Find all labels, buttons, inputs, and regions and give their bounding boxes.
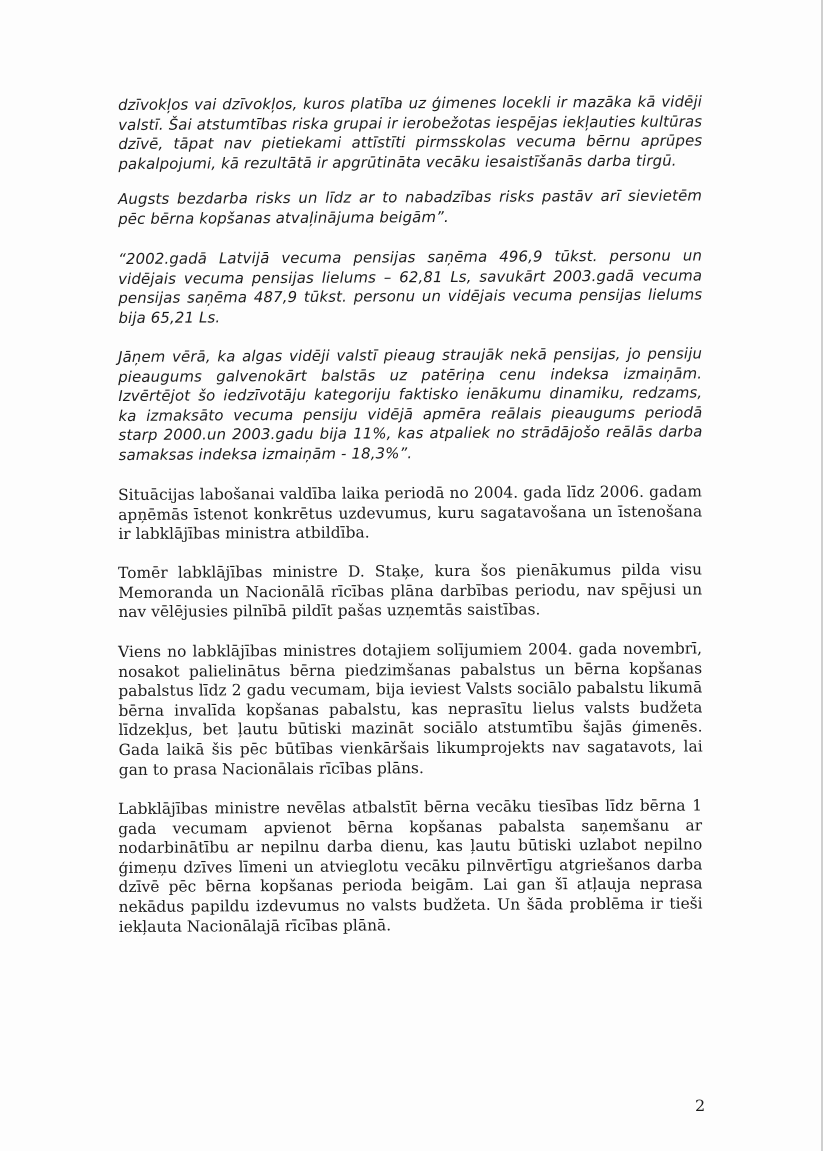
paragraph-pension-growth: Jāņem vērā, ka algas vidēji valstī pieaug straujāk nekā pensijas, jo pensiju pieaugums galvenokārt balstās uz patēriņa cenu indeksa izmaiņām. Izvērtējot šo iedzīvotāju kategoriju faktisko ienākumu dinamiku, redzams, ka izmaksāto vecuma pensiju vidējā apmēra reālais pieaugums periodā starp 2000.un 2003.gadu bija 11%, kas atpaliek no strādājošo reālās darba samaksas indeksa izmaiņām - 18,3%”. xyxy=(118,344,703,464)
paragraph-unemployment-risk: Augsts bezdarba risks un līdz ar to nabadzības risks pastāv arī sievietēm pēc bērna kopšanas atvaļinājuma beigām”. xyxy=(118,186,703,228)
page-number: 2 xyxy=(695,1096,706,1115)
paragraph-minister-obligations: Tomēr labklājības ministre D. Staķe, kura šos pienākumus pilda visu Memoranda un Nacionālā rīcības plāna darbības periodu, nav spējusi un nav vēlējusies pilnībā pildīt pašas uzņemtās saistības. xyxy=(118,560,703,622)
paragraph-pension-statistics: “2002.gadā Latvijā vecuma pensijas saņēma 496,9 tūkst. personu un vidējais vecuma pensijas lielums – 62,81 Ls, savukārt 2003.gadā vecuma pensijas saņēma 487,9 tūkst. personu un vidējais vecuma pensijas lielums bija 65,21 Ls. xyxy=(118,245,703,327)
document-body xyxy=(118,92,703,937)
paragraph-housing-risk: dzīvokļos vai dzīvokļos, kuros platība uz ģimenes locekli ir mazāka kā vidēji valstī. Šai atstumtības riska grupai ir ierobežotas iespējas iekļauties kultūras dzīvē, tāpat nav pietiekami attīstīti pirmsskolas vecuma bērnu aprūpes pakalpojumi, kā rezultātā ir apgrūtināta vecāku iesaistīšanās darba tirgū. xyxy=(118,92,703,173)
paragraph-disabled-child-benefit: Viens no labklājības ministres dotajiem solījumiem 2004. gada novembrī, nosakot palielinātus bērna piedzimšanas pabalstus un bērna kopšanas pabalstus līdz 2 gadu vecumam, bija ieviest Valsts sociālo pabalstu likumā bērna invalīda kopšanas pabalstu, kas neprasītu lielus valsts budžeta līdzekļus, bet ļautu būtiski mazināt sociālo atstumtību šajās ģimenēs. Gada laikā šis pēc būtības vienkāršais likumprojekts nav sagatavots, lai gan to prasa Nacionālais rīcības plāns. xyxy=(118,639,703,779)
paragraph-parental-rights: Labklājības ministre nevēlas atbalstīt bērna vecāku tiesības līdz bērna 1 gada vecumam apvienot bērna kopšanas pabalsta saņemšanu ar nodarbinātību ar nepilnu darba dienu, kas ļautu būtiski uzlabot nepilno ģimeņu dzīves līmeni un atvieglotu vecāku pilnvērtīgu atgriešanos darba dzīvē pēc bērna kopšanas perioda beigām. Lai gan šī atļauja neprasa nekādus papildu izdevumus no valsts budžeta. Un šāda problēma ir tieši iekļauta Nacionālajā rīcības plānā. xyxy=(118,796,703,936)
paragraph-government-tasks: Situācijas labošanai valdība laika periodā no 2004. gada līdz 2006. gadam apņēmās īstenot konkrētus uzdevumus, kuru sagatavošana un īstenošana ir labklājības ministra atbildība. xyxy=(118,481,703,543)
